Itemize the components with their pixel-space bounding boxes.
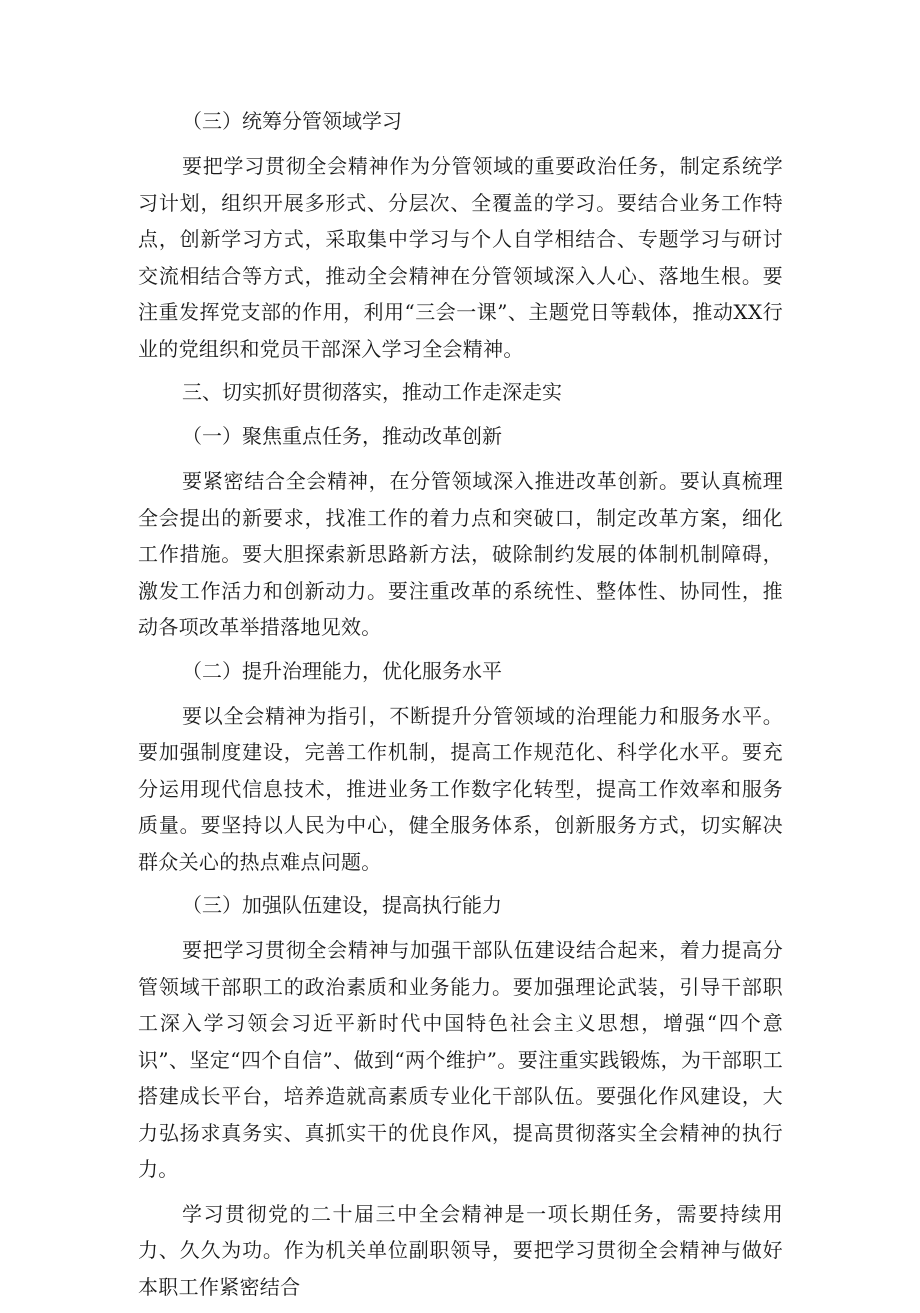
paragraph-governance-service: 要以全会精神为指引，不断提升分管领域的治理能力和服务水平。要加强制度建设，完善工作机制，提高工作规范化、科学化水平。要充分运用现代信息技术，推进业务工作数字化转型，提高工作效率和服务质量。要坚持以人民为中心，健全服务体系，创新服务方式，切实解决群众关心的热点难点问题。 [138,703,783,874]
subheading-reform-innovation: （一）聚焦重点任务，推动改革创新 [182,424,502,448]
subheading-governance-service: （二）提升治理能力，优化服务水平 [182,658,502,683]
subheading-coordinate-learning: （三）统筹分管领域学习 [182,109,402,133]
paragraph-coordinate-learning: 要把学习贯彻全会精神作为分管领域的重要政治任务，制定系统学习计划，组织开展多形式、分层次、全覆盖的学习。要结合业务工作特点，创新学习方式，采取集中学习与个人自学相结合、专题学习与研讨交流相结合等方式，推动全会精神在分管领域深入人心、落地生根。要注重发挥党支部的作用，利用“三会一课”、主题党日等载体，推动XX行业的党组织和党员干部深入学习全会精神。 [138,154,783,361]
section-heading-implementation: 三、切实抓好贯彻落实，推动工作走深走实 [182,380,562,404]
paragraph-team-building: 要把学习贯彻全会精神与加强干部队伍建设结合起来，着力提高分管领域干部职工的政治素质和业务能力。要加强理论武装，引导干部职工深入学习领会习近平新时代中国特色社会主义思想，增强“四个意识”、坚定“四个自信”、做到“两个维护”。要注重实践锻炼，为干部职工搭建成长平台，培养造就高素质专业化干部队伍。要强化作风建设，大力弘扬求真务实、真抓实干的优良作风，提高贯彻落实全会精神的执行力。 [138,938,783,1181]
document-body [138,104,783,1313]
paragraph-closing: 学习贯彻党的二十届三中全会精神是一项长期任务，需要持续用力、久久为功。作为机关单位副职领导，要把学习贯彻全会精神与做好本职工作紧密结合 [138,1201,783,1299]
subheading-team-building: （三）加强队伍建设，提高执行能力 [182,893,502,917]
paragraph-reform-innovation: 要紧密结合全会精神，在分管领域深入推进改革创新。要认真梳理全会提出的新要求，找准工作的着力点和突破口，制定改革方案，细化工作措施。要大胆探索新思路新方法，破除制约发展的体制机制障碍，激发工作活力和创新动力。要注重改革的系统性、整体性、协同性，推动各项改革举措落地见效。 [138,469,783,639]
